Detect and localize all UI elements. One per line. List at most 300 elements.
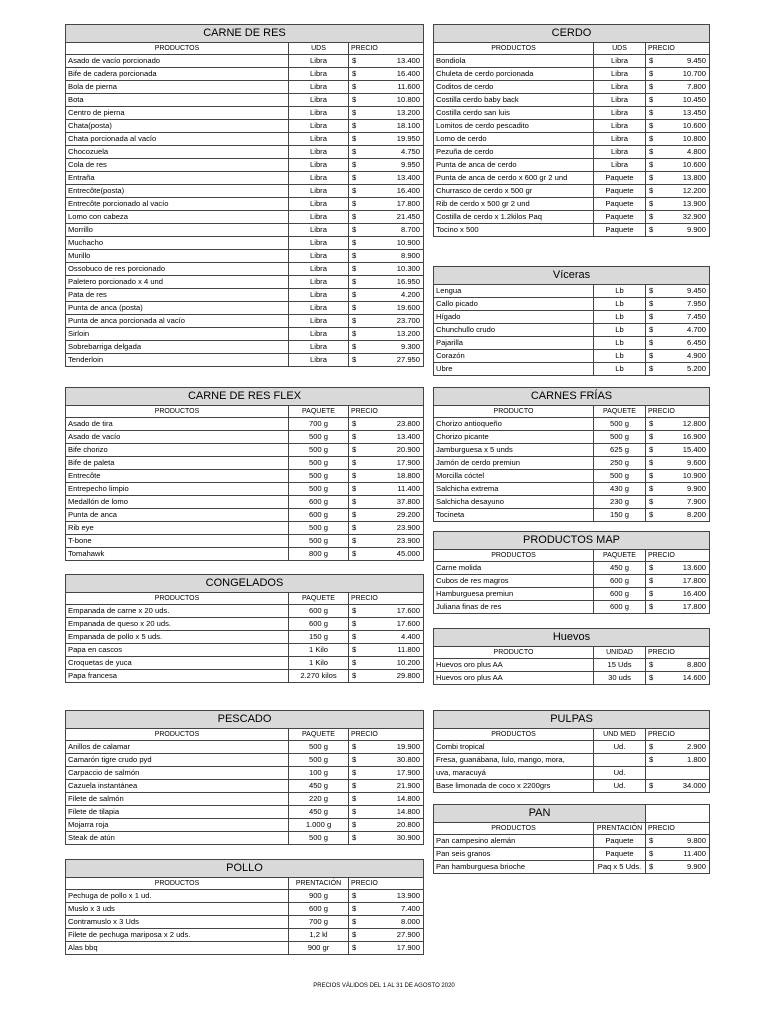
table-row (434, 509, 710, 522)
price-wrap (646, 837, 709, 845)
product-price: 4.700 (687, 325, 707, 335)
currency-symbol: $ (352, 943, 357, 953)
product-name: Bife de cadera porcionada (66, 68, 289, 81)
table-row (66, 548, 424, 561)
product-unit: 500 g (289, 522, 349, 535)
table-pollo (65, 859, 424, 955)
table-row (434, 470, 710, 483)
product-unit: Libra (289, 276, 349, 289)
product-unit: Libra (289, 68, 349, 81)
product-price: 16.950 (396, 277, 421, 287)
product-price-cell (349, 341, 424, 354)
product-price: 4.400 (400, 632, 420, 642)
product-name: Jamburguesa x 5 unds (434, 444, 594, 457)
product-price-cell (646, 324, 710, 337)
product-price: 34.000 (682, 781, 707, 791)
product-price-cell (646, 146, 710, 159)
product-name: Alas bbq (66, 942, 289, 955)
price-wrap (349, 808, 423, 816)
price-wrap (646, 661, 709, 669)
section-title-row (66, 25, 424, 43)
product-price: 13.900 (682, 199, 707, 209)
table-congelados (65, 574, 424, 683)
product-price-cell (349, 276, 424, 289)
product-unit: Libra (289, 107, 349, 120)
table-row (434, 562, 710, 575)
product-price: 17.800 (396, 199, 421, 209)
product-name: Costilla de cerdo x 1.2kilos Paq (434, 211, 594, 224)
table-row (66, 341, 424, 354)
currency-symbol: $ (649, 338, 654, 348)
product-name: Morcilla cóctel (434, 470, 594, 483)
currency-symbol: $ (352, 147, 357, 157)
product-unit: 500 g (289, 832, 349, 845)
product-name: Punta de anca de cerdo (434, 159, 594, 172)
price-wrap (646, 782, 709, 790)
currency-symbol: $ (649, 173, 654, 183)
product-price-cell (349, 211, 424, 224)
column-header: PRENTACIÓN (594, 823, 646, 835)
section-title: CONGELADOS (66, 575, 424, 593)
product-name: Chata porcionada al vacío (66, 133, 289, 146)
product-name: Huevos oro plus AA (434, 672, 594, 685)
section-title-row (434, 711, 710, 729)
product-unit: Ud. (594, 741, 646, 754)
table-row (434, 363, 710, 376)
price-wrap (349, 918, 423, 926)
product-price: 11.800 (397, 645, 420, 655)
section-title-row (66, 860, 424, 878)
table-visceras (433, 266, 710, 376)
product-unit: Libra (289, 94, 349, 107)
product-price: 13.400 (396, 173, 421, 183)
product-price: 9.900 (687, 225, 707, 235)
section-title: CARNE DE RES FLEX (66, 388, 424, 406)
price-wrap (349, 330, 423, 338)
price-wrap (646, 472, 709, 480)
product-price: 17.800 (682, 602, 707, 612)
product-price-cell (349, 942, 424, 955)
table-row (434, 146, 710, 159)
currency-symbol: $ (649, 312, 654, 322)
product-price: 17.900 (396, 943, 421, 953)
product-name: Asado de vacío porcionado (66, 55, 289, 68)
table-row (434, 298, 710, 311)
currency-symbol: $ (352, 173, 357, 183)
currency-symbol: $ (352, 497, 357, 507)
product-name: Bife chorizo (66, 444, 289, 457)
product-name: Pan campesino alemán (434, 835, 594, 848)
product-price-cell (349, 133, 424, 146)
product-unit: 500 g (289, 754, 349, 767)
product-unit: 500 g (594, 418, 646, 431)
table-row (66, 644, 424, 657)
product-unit: Paquete (594, 211, 646, 224)
product-price: 9.450 (687, 286, 707, 296)
product-price: 10.800 (682, 134, 707, 144)
product-unit: Libra (594, 94, 646, 107)
product-name: Chorizo picante (434, 431, 594, 444)
table-pescado (65, 710, 424, 845)
table-cerdo (433, 24, 710, 237)
product-unit: 500 g (289, 741, 349, 754)
product-unit: 600 g (594, 575, 646, 588)
product-price: 30.900 (396, 833, 421, 843)
column-header: PRODUCTO (434, 406, 594, 418)
currency-symbol: $ (352, 160, 357, 170)
product-price: 4.750 (401, 147, 421, 157)
table-row (66, 741, 424, 754)
product-name: Muchacho (66, 237, 289, 250)
product-unit: Libra (289, 263, 349, 276)
product-price: 16.400 (396, 186, 421, 196)
product-unit: Libra (289, 120, 349, 133)
price-wrap (349, 659, 423, 667)
product-price: 7.900 (686, 497, 706, 507)
section-title: CERDO (434, 25, 710, 43)
product-name: Chocozuela (66, 146, 289, 159)
table-row (66, 250, 424, 263)
product-price: 8.700 (401, 225, 421, 235)
product-price-cell (349, 767, 424, 780)
product-price: 23.700 (396, 316, 421, 326)
product-price: 11.400 (683, 849, 706, 859)
currency-symbol: $ (649, 781, 654, 791)
product-price: 5.200 (687, 364, 707, 374)
currency-symbol: $ (352, 658, 357, 668)
product-price: 27.900 (396, 930, 421, 940)
price-wrap (349, 782, 423, 790)
product-name: Muslo x 3 uds (66, 903, 289, 916)
product-price-cell (349, 631, 424, 644)
product-price-cell (349, 657, 424, 670)
product-name: Paletero porcionado x 4 und (66, 276, 289, 289)
product-price: 7.800 (687, 82, 707, 92)
currency-symbol: $ (649, 576, 654, 586)
product-unit: 625 g (594, 444, 646, 457)
product-name: Pan seis granos (434, 848, 594, 861)
product-name: Chorizo antioqueño (434, 418, 594, 431)
product-name: Bota (66, 94, 289, 107)
product-price-cell (349, 68, 424, 81)
column-header: PRODUCTO (434, 647, 594, 659)
currency-symbol: $ (352, 82, 357, 92)
product-price-cell (646, 298, 710, 311)
price-wrap (349, 213, 423, 221)
price-wrap (349, 485, 423, 493)
product-name: Pan hamburguesa brioche (434, 861, 594, 874)
product-unit: 700 g (289, 418, 349, 431)
table-row (66, 315, 424, 328)
product-unit: Libra (289, 211, 349, 224)
price-wrap (349, 148, 423, 156)
product-price: 9.800 (686, 836, 706, 846)
product-price: 14.800 (396, 807, 421, 817)
price-wrap (349, 524, 423, 532)
table-row (434, 483, 710, 496)
product-price: 17.800 (682, 576, 707, 586)
table-row (434, 337, 710, 350)
table-row (66, 903, 424, 916)
table-row (66, 146, 424, 159)
product-price-cell (349, 315, 424, 328)
currency-symbol: $ (649, 484, 654, 494)
product-price-cell (349, 890, 424, 903)
product-price-cell (646, 861, 710, 874)
product-name: uva, maracuyá (434, 767, 594, 780)
price-wrap (646, 433, 709, 441)
product-unit: Libra (289, 224, 349, 237)
currency-symbol: $ (352, 69, 357, 79)
currency-symbol: $ (352, 121, 357, 131)
currency-symbol: $ (649, 445, 654, 455)
validity-footer: PRECIOS VÁLIDOS DEL 1 AL 31 DE AGOSTO 2020 (313, 983, 455, 989)
product-name: Chata(posta) (66, 120, 289, 133)
price-wrap (646, 226, 709, 234)
currency-symbol: $ (649, 471, 654, 481)
currency-symbol: $ (649, 510, 654, 520)
product-price-cell (646, 311, 710, 324)
product-name: Entrecôte(posta) (66, 185, 289, 198)
product-unit: Ud. (594, 767, 646, 780)
currency-symbol: $ (649, 742, 654, 752)
product-unit: 600 g (289, 509, 349, 522)
table-row (66, 780, 424, 793)
product-name: Jamón de cerdo premiun (434, 457, 594, 470)
price-wrap (349, 83, 423, 91)
section-title: PAN (434, 805, 646, 823)
table-row (66, 618, 424, 631)
product-price-cell (349, 819, 424, 832)
section-title-row (66, 711, 424, 729)
column-header: UNIDAD (594, 647, 646, 659)
currency-symbol: $ (352, 619, 357, 629)
product-price: 13.200 (396, 108, 421, 118)
table-huevos (433, 628, 710, 685)
product-price-cell (646, 767, 710, 780)
product-price-cell (646, 431, 710, 444)
currency-symbol: $ (649, 351, 654, 361)
table-row (66, 832, 424, 845)
price-wrap (349, 343, 423, 351)
product-price-cell (349, 328, 424, 341)
table-row (66, 496, 424, 509)
section-title-row (66, 388, 424, 406)
table-row (434, 767, 710, 780)
product-name: Sirloin (66, 328, 289, 341)
product-unit: 450 g (289, 806, 349, 819)
table-row (434, 861, 710, 874)
currency-symbol: $ (649, 108, 654, 118)
table-row (66, 172, 424, 185)
product-price: 8.800 (687, 660, 707, 670)
column-header: PAQUETE (594, 550, 646, 562)
price-wrap (349, 57, 423, 65)
product-name: Entraña (66, 172, 289, 185)
currency-symbol: $ (352, 342, 357, 352)
product-price: 17.600 (396, 606, 420, 616)
currency-symbol: $ (352, 238, 357, 248)
currency-symbol: $ (649, 121, 654, 131)
table-row (66, 81, 424, 94)
price-wrap (349, 472, 423, 480)
section-title-row (434, 532, 710, 550)
currency-symbol: $ (352, 891, 357, 901)
column-header: PRENTACIÓN (289, 878, 349, 890)
product-name: Costilla cerdo san luis (434, 107, 594, 120)
table-row (434, 575, 710, 588)
price-wrap (349, 420, 423, 428)
product-price-cell (646, 94, 710, 107)
section-title: Huevos (434, 629, 710, 647)
table-row (66, 819, 424, 832)
product-name: Entrecôte porcionado al vacío (66, 198, 289, 211)
price-wrap (646, 365, 709, 373)
product-price-cell (349, 146, 424, 159)
price-wrap (646, 148, 709, 156)
section-title: PULPAS (434, 711, 710, 729)
product-name: Punta de anca (posta) (66, 302, 289, 315)
currency-symbol: $ (352, 186, 357, 196)
column-header-row (434, 406, 710, 418)
table-row (434, 172, 710, 185)
product-price: 16.400 (396, 69, 421, 79)
price-wrap (349, 356, 423, 364)
product-price: 23.900 (396, 523, 421, 533)
column-header: PAQUETE (594, 406, 646, 418)
table-pan (433, 804, 710, 874)
price-wrap (646, 577, 709, 585)
product-unit: Libra (289, 237, 349, 250)
product-name: Combi tropical (434, 741, 594, 754)
product-unit: 15 Uds (594, 659, 646, 672)
currency-symbol: $ (649, 419, 654, 429)
product-name: Base limonada de coco x 2200grs (434, 780, 594, 793)
product-price-cell (349, 198, 424, 211)
product-name: Cola de res (66, 159, 289, 172)
currency-symbol: $ (352, 458, 357, 468)
product-name: Entrepecho limpio (66, 483, 289, 496)
product-price: 23.800 (396, 419, 421, 429)
price-wrap (349, 122, 423, 130)
table-row (66, 942, 424, 955)
table-row (434, 741, 710, 754)
section-title-row (434, 25, 710, 43)
table-row (66, 767, 424, 780)
product-price-cell (646, 107, 710, 120)
product-unit: Lb (594, 324, 646, 337)
table-pulpas (433, 710, 710, 793)
section-title: CARNE DE RES (66, 25, 424, 43)
product-unit: Libra (289, 341, 349, 354)
currency-symbol: $ (649, 134, 654, 144)
product-price: 13.600 (682, 563, 707, 573)
product-name: Tocino x 500 (434, 224, 594, 237)
table-row (434, 185, 710, 198)
product-name: Tocineta (434, 509, 594, 522)
currency-symbol: $ (649, 660, 654, 670)
currency-symbol: $ (352, 445, 357, 455)
price-wrap (646, 300, 709, 308)
column-header-row (66, 406, 424, 418)
product-price-cell (349, 793, 424, 806)
product-unit: 100 g (289, 767, 349, 780)
column-header: PRECIO (646, 406, 710, 418)
product-price-cell (646, 601, 710, 614)
product-price-cell (349, 224, 424, 237)
product-unit: 430 g (594, 483, 646, 496)
column-header: PAQUETE (289, 729, 349, 741)
table-row (434, 81, 710, 94)
product-name: Tomahawk (66, 548, 289, 561)
product-unit: Lb (594, 350, 646, 363)
product-unit: Libra (594, 107, 646, 120)
product-price: 10.600 (682, 121, 707, 131)
product-price-cell (349, 94, 424, 107)
product-unit: Libra (289, 172, 349, 185)
column-header: UDS (289, 43, 349, 55)
table-row (66, 509, 424, 522)
price-wrap (646, 420, 709, 428)
table-row (434, 159, 710, 172)
product-price: 30.800 (396, 755, 421, 765)
product-name: Lomo de cerdo (434, 133, 594, 146)
currency-symbol: $ (649, 82, 654, 92)
product-price-cell (349, 644, 424, 657)
product-price-cell (349, 55, 424, 68)
product-price: 8.200 (686, 510, 706, 520)
price-wrap (349, 944, 423, 952)
currency-symbol: $ (352, 755, 357, 765)
currency-symbol: $ (352, 432, 357, 442)
product-price-cell (646, 211, 710, 224)
product-price: 9.900 (686, 862, 706, 872)
column-header: PAQUETE (289, 406, 349, 418)
price-wrap (349, 795, 423, 803)
table-row (66, 94, 424, 107)
price-wrap (349, 96, 423, 104)
product-name: Pajarilla (434, 337, 594, 350)
product-price-cell (349, 903, 424, 916)
product-price: 17.900 (396, 458, 421, 468)
product-name: Chuleta de cerdo porcionada (434, 68, 594, 81)
column-header: PRODUCTOS (434, 550, 594, 562)
product-price: 21.450 (396, 212, 421, 222)
product-name: Pata de res (66, 289, 289, 302)
product-price-cell (349, 483, 424, 496)
product-price: 9.300 (401, 342, 421, 352)
product-unit: 250 g (594, 457, 646, 470)
price-wrap (349, 550, 423, 558)
product-price-cell (349, 548, 424, 561)
product-unit: 500 g (594, 470, 646, 483)
product-price: 4.800 (687, 147, 707, 157)
product-price: 37.800 (396, 497, 421, 507)
product-unit: Libra (594, 133, 646, 146)
currency-symbol: $ (352, 794, 357, 804)
currency-symbol: $ (352, 225, 357, 235)
product-unit: 600 g (594, 601, 646, 614)
product-unit: Paquete (594, 185, 646, 198)
price-wrap (646, 187, 709, 195)
price-wrap (349, 200, 423, 208)
product-price: 4.900 (687, 351, 707, 361)
product-name: Filete de pechuga mariposa x 2 uds. (66, 929, 289, 942)
table-row (66, 631, 424, 644)
product-price: 10.800 (396, 95, 421, 105)
table-row (434, 224, 710, 237)
price-wrap (349, 931, 423, 939)
